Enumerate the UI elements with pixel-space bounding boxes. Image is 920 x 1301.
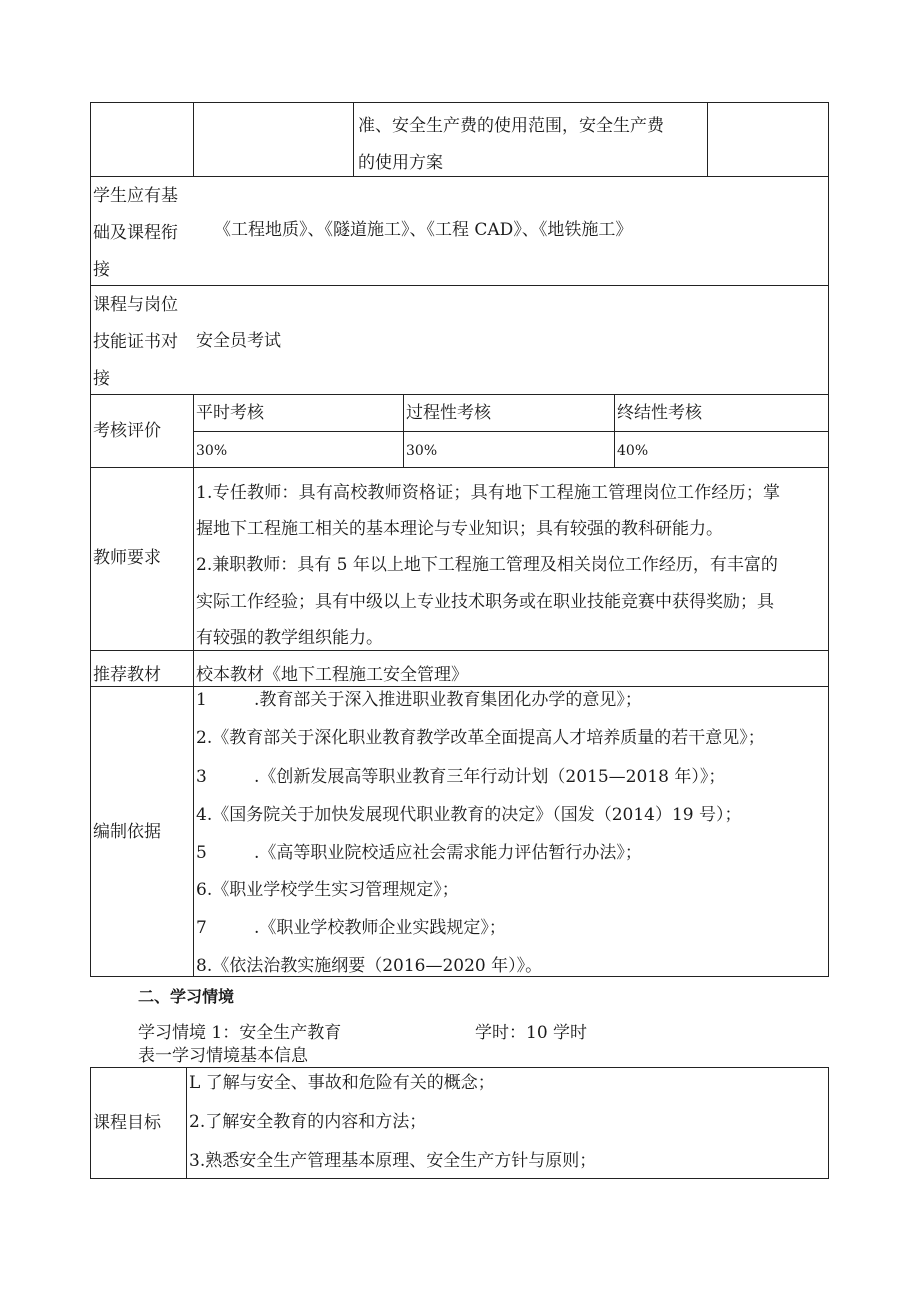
cont-text-line: 的使用方案 xyxy=(358,153,443,173)
rule xyxy=(90,650,829,651)
section-heading: 二、学习情境 xyxy=(138,987,235,1006)
teacher-label: 教师要求 xyxy=(93,548,161,568)
rule xyxy=(90,176,829,177)
basis-item-number: 3 xyxy=(196,767,207,787)
basis-item: 4.《国务院关于加快发展现代职业教育的决定》（国发（2014）19 号）； xyxy=(196,805,742,825)
rule xyxy=(828,1067,829,1178)
objective-line: 2.了解安全教育的内容和方法； xyxy=(189,1112,427,1132)
situation-title: 学习情境 1：安全生产教育 xyxy=(138,1023,342,1043)
rule xyxy=(707,102,708,176)
row-label-line: 础及课程衔 xyxy=(93,223,178,243)
cont-text-line: 准、安全生产费的使用范围，安全生产费 xyxy=(358,116,664,136)
teacher-line: 1.专任教师：具有高校教师资格证；具有地下工程施工管理岗位工作经历；掌 xyxy=(196,483,781,503)
objectives-label: 课程目标 xyxy=(93,1113,161,1133)
basis-item: 8.《依法治教实施纲要（2016—2020 年）》。 xyxy=(196,956,543,976)
row-label-line: 接 xyxy=(93,369,110,389)
basis-item-number: 7 xyxy=(196,918,207,938)
objective-line: L 了解与安全、事故和危险有关的概念； xyxy=(189,1073,495,1093)
basis-label: 编制依据 xyxy=(93,822,161,842)
rule xyxy=(90,285,829,286)
eval-header: 终结性考核 xyxy=(617,403,702,423)
rule xyxy=(90,1178,829,1179)
basis-item: 6.《职业学校学生实习管理规定》； xyxy=(196,880,459,900)
basis-item: .教育部关于深入推进职业教育集团化办学的意见》； xyxy=(254,690,642,710)
rule xyxy=(186,1067,187,1178)
rule xyxy=(90,686,829,687)
textbook-label: 推荐教材 xyxy=(93,665,161,685)
eval-value: 40% xyxy=(617,443,649,459)
teacher-line: 2.兼职教师：具有 5 年以上地下工程施工管理及相关岗位工作经历，有丰富的 xyxy=(196,555,778,575)
eval-label: 考核评价 xyxy=(93,421,161,441)
rule xyxy=(90,102,829,103)
rule xyxy=(90,1067,829,1068)
teacher-line: 实际工作经验；具有中级以上专业技术职务或在职业技能竞赛中获得奖励；具 xyxy=(196,592,774,612)
eval-value: 30% xyxy=(406,443,438,459)
rule xyxy=(90,1067,91,1178)
basis-item: 2.《教育部关于深化职业教育教学改革全面提高人才培养质量的若干意见》； xyxy=(196,728,765,748)
rule xyxy=(828,102,829,976)
rule xyxy=(90,976,829,977)
rule xyxy=(353,102,354,176)
teacher-line: 握地下工程施工相关的基本理论与专业知识；具有较强的教科研能力。 xyxy=(196,519,723,539)
eval-header: 平时考核 xyxy=(196,403,264,423)
row-label-line: 学生应有基 xyxy=(93,186,178,206)
basis-item-number: 1 xyxy=(196,690,207,710)
rule xyxy=(90,467,829,468)
rule xyxy=(193,431,829,432)
table-caption: 表一学习情境基本信息 xyxy=(138,1046,308,1066)
rule xyxy=(614,394,615,467)
eval-header: 过程性考核 xyxy=(406,403,491,423)
basis-item: .《创新发展高等职业教育三年行动计划（2015—2018 年）》； xyxy=(254,767,726,787)
row-label-line: 技能证书对 xyxy=(93,332,178,352)
row-label-line: 接 xyxy=(93,260,110,280)
rule xyxy=(193,394,194,976)
prerequisite-courses: 《工程地质》、《隧道施工》、《工程 CAD》、《地铁施工》 xyxy=(214,220,633,240)
rule xyxy=(403,394,404,467)
teacher-line: 有较强的教学组织能力。 xyxy=(196,628,383,648)
rule xyxy=(90,394,829,395)
rule xyxy=(90,102,91,976)
eval-value: 30% xyxy=(196,443,228,459)
basis-item: .《高等职业院校适应社会需求能力评估暂行办法》； xyxy=(254,843,642,863)
basis-item: .《职业学校教师企业实践规定》； xyxy=(254,918,506,938)
certificate-value: 安全员考试 xyxy=(196,331,281,351)
row-label-line: 课程与岗位 xyxy=(93,295,178,315)
basis-item-number: 5 xyxy=(196,843,207,863)
textbook-value: 校本教材《地下工程施工安全管理》 xyxy=(196,665,468,685)
rule xyxy=(193,102,194,176)
situation-hours: 学时：10 学时 xyxy=(475,1023,588,1043)
objective-line: 3.熟悉安全生产管理基本原理、安全生产方针与原则； xyxy=(189,1151,597,1171)
